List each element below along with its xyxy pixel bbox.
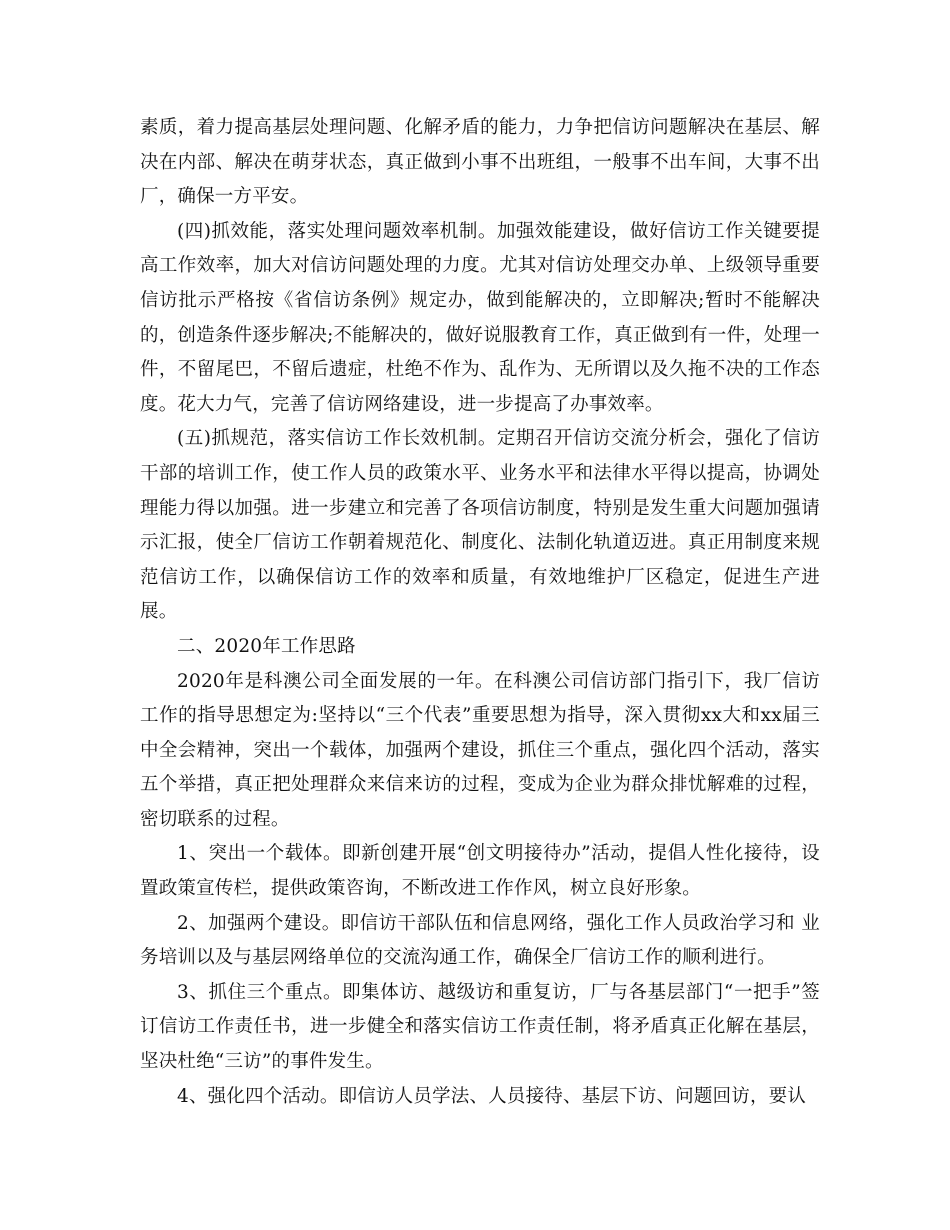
paragraph-item-1: 1、突出一个载体。即新创建开展“创文明接待办”活动，提倡人性化接待，设置政策宣传栏，提供政策咨询，不断改进工作作风，树立良好形象。 [140, 843, 820, 900]
paragraph-standardization: (五)抓规范，落实信访工作长效机制。定期召开信访交流分析会，强化了信访干部的培训工作，使工作人员的政策水平、业务水平和法律水平得以提高，协调处理能力得以加强。进一步建立和完善了各项信访制度，特别是发生重大问题加强请示汇报，使全厂信访工作朝着规范化、制度化、法制化轨道迈进。真正用制度来规范信访工作，以确保信访工作的效率和质量，有效地维护厂区稳定，促进生产进展。 [140, 428, 820, 623]
paragraph-quality-continued: 素质，着力提高基层处理问题、化解矛盾的能力，力争把信访问题解决在基层、解决在内部、解决在萌芽状态，真正做到小事不出班组，一般事不出车间，大事不出厂，确保一方平安。 [140, 117, 820, 208]
paragraph-item-2: 2、加强两个建设。即信访干部队伍和信息网络，强化工作人员政治学习和 业务培训以及与基层网络单位的交流沟通工作，确保全厂信访工作的顺利进行。 [140, 912, 820, 969]
paragraph-item-4: 4、强化四个活动。即信访人员学法、人员接待、基层下访、问题回访，要认 [177, 1085, 807, 1107]
document-body [140, 111, 820, 1114]
paragraph-guiding-idea: 2020年是科澳公司全面发展的一年。在科澳公司信访部门指引下，我厂信访工作的指导思想定为:坚持以“三个代表”重要思想为指导，深入贯彻xx大和xx届三中全会精神，突出一个载体，加强两个建设，抓住三个重点，强化四个活动，落实五个举措，真正把处理群众来信来访的过程，变成为企业为群众排忧解难的过程，密切联系的过程。 [140, 670, 820, 830]
paragraph-item-3: 3、抓住三个重点。即集体访、越级访和重复访，厂与各基层部门“一把手”签订信访工作责任书，进一步健全和落实信访工作责任制，将矛盾真正化解在基层，坚决杜绝“三访”的事件发生。 [140, 981, 820, 1073]
paragraph-efficiency: (四)抓效能，落实处理问题效率机制。加强效能建设，做好信访工作关键要提高工作效率，加大对信访问题处理的力度。尤其对信访处理交办单、上级领导重要信访批示严格按《省信访条例》规定办，做到能解决的，立即解决;暂时不能解决的，创造条件逐步解决;不能解决的，做好说服教育工作，真正做到有一件，处理一件，不留尾巴，不留后遗症，杜绝不作为、乱作为、无所谓以及久拖不决的工作态度。花大力气，完善了信访网络建设，进一步提高了办事效率。 [140, 220, 820, 415]
section-heading-work-plan: 二、2020年工作思路 [177, 635, 356, 657]
